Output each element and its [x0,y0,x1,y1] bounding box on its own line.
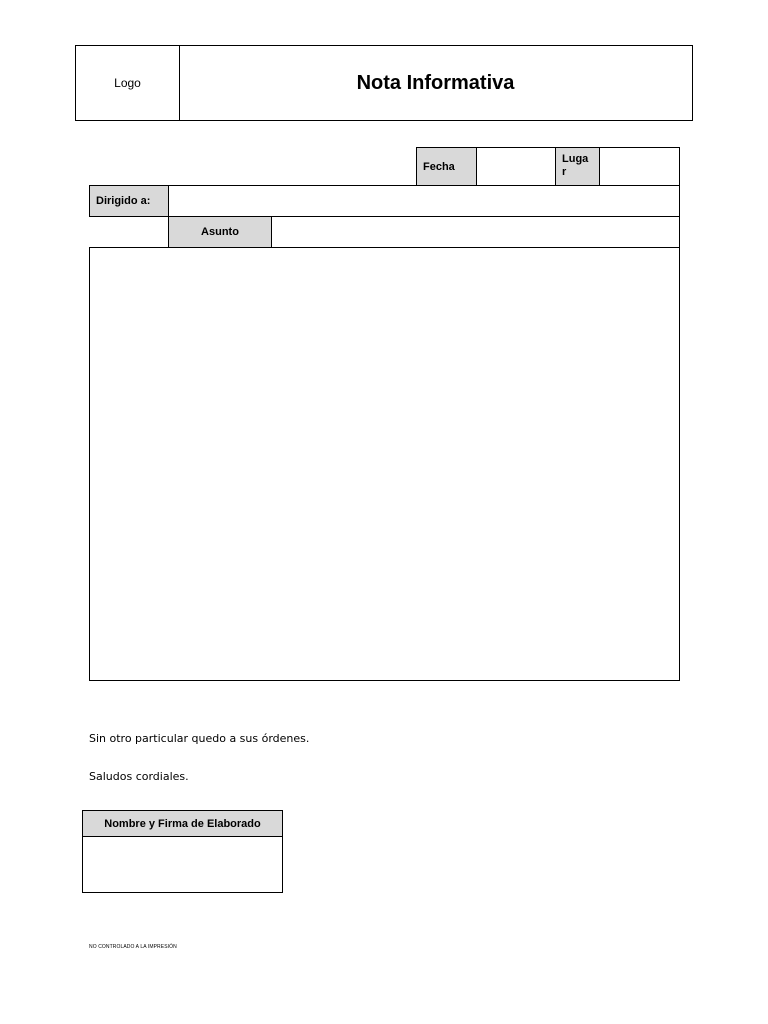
signature-box[interactable] [82,836,283,893]
closing-line-1: Sin otro particular quedo a sus órdenes. [89,732,310,745]
closing-line-2: Saludos cordiales. [89,770,189,783]
body-text-area[interactable] [89,247,680,681]
asunto-field[interactable] [271,216,680,248]
fecha-field[interactable] [476,147,556,186]
lugar-label [555,147,600,186]
lugar-field[interactable] [599,147,680,186]
dirigido-label: Dirigido a: [89,185,169,217]
document-header [75,45,693,121]
dirigido-field[interactable] [168,185,680,217]
footer-note: NO CONTROLADO A LA IMPRESIÓN [89,944,177,950]
lugar-label-line1: Luga [562,153,589,165]
fecha-label: Fecha [416,147,477,186]
document-title: Nota Informativa [356,71,515,94]
signature-header: Nombre y Firma de Elaborado [82,810,283,837]
asunto-label: Asunto [168,216,272,248]
lugar-label-line2: r [562,166,567,178]
logo-placeholder: Logo [76,46,180,120]
